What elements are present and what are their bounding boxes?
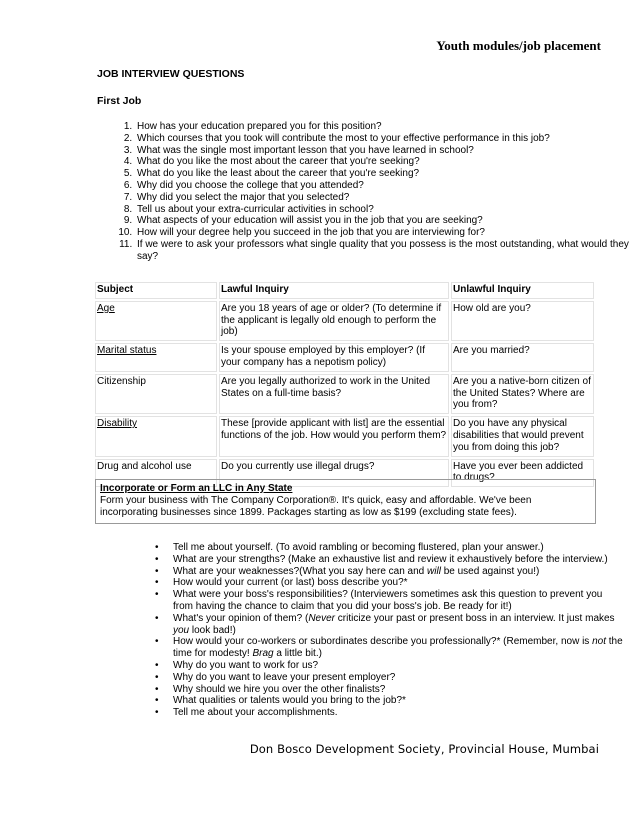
table-header-row [95,282,594,299]
page-header: Youth modules/job placement [436,38,601,53]
list-item: 2. Which courses that you took will contribute the most to your effective performance in this job? [135,133,638,145]
list-item [173,660,623,672]
tip-text: a little bit.) [273,648,322,660]
tip-text: Why do you want to leave your present employer? [173,671,396,683]
table-cell: Drug and alcohol use [95,459,217,488]
list-item: 6. Why did you choose the college that you attended? [135,180,638,192]
subject-link[interactable]: Disability [95,416,217,456]
tip-emphasis: Brag [252,648,274,660]
section-subtitle: First Job [97,95,142,107]
tip-text: How would your co-workers or subordinates describe you professionally?* (Remember, now is [173,636,593,648]
table-cell: How old are you? [451,301,594,341]
list-item: 7. Why did you select the major that you selected? [135,192,638,204]
column-header: Lawful Inquiry [219,282,449,299]
inquiry-table [93,280,596,489]
list-item: 11. If we were to ask your professors what single quality that you possess is the most outstanding, what would they say? [135,239,638,263]
tip-text: Why do you want to work for us? [173,659,319,671]
tip-emphasis: you [173,624,190,636]
tip-text: What qualities or talents would you bring to the job?* [173,695,406,707]
tip-text: Tell me about yourself. (To avoid rambling or becoming flustered, plan your answer.) [173,542,544,553]
list-item [173,707,623,719]
list-item: 1. How has your education prepared you for this position? [135,121,638,133]
tip-emphasis: will [427,565,441,577]
tip-text: look bad!) [189,624,236,636]
table-cell: Citizenship [95,374,217,414]
ad-text: Form your business with The Company Corporation®. It's quick, easy and affordable. We've been incorporating businesses since 1899. Packages starting as low as $199 (excluding state fees). [100,495,532,518]
table-cell: Are you legally authorized to work in the United States on a full-time basis? [219,374,449,414]
table-row [95,416,594,456]
page-footer: Don Bosco Development Society, Provincial House, Mumbai [249,742,599,756]
tip-text: What are your weaknesses?(What you say here can and [173,565,428,577]
table-cell: Are you 18 years of age or older? (To determine if the applicant is legally old enough to perform the job) [219,301,449,341]
list-item: 4. What do you like the most about the career that you're seeking? [135,156,638,168]
table-cell: Do you currently use illegal drugs? [219,459,449,488]
list-item: 5. What do you like the least about the career that you're seeking? [135,168,638,180]
subject-link[interactable]: Age [95,301,217,341]
tip-text: What are your strengths? (Make an exhaustive list and review it exhaustively before the interview.) [173,553,608,565]
column-header: Subject [95,282,217,299]
table-cell: Are you a native-born citizen of the United States? Where are you from? [451,374,594,414]
list-item [173,695,623,707]
table-cell: Have you ever been addicted to drugs? [451,459,594,488]
table-cell: Is your spouse employed by this employer? (If your company has a nepotism policy) [219,343,449,372]
tip-text: the time for modesty! [173,636,623,660]
list-item [173,542,623,554]
tip-emphasis: not [592,636,606,648]
list-item [173,589,623,613]
subject-link[interactable]: Marital status [95,343,217,372]
list-item: 9. What aspects of your education will assist you in the job that you are seeking? [135,215,638,227]
column-header: Unlawful Inquiry [451,282,594,299]
question-list [100,121,638,263]
list-item: 10. How will your degree help you succeed in the job that you are interviewing for? [135,227,638,239]
table-cell: Are you married? [451,343,594,372]
tip-text: be used against you!) [440,565,540,577]
table-row [95,374,594,414]
list-item [173,566,623,578]
list-item [173,672,623,684]
tips-list [155,542,623,719]
list-item: 8. Tell us about your extra-curricular activities in school? [135,204,638,216]
tip-text: How would your current (or last) boss describe you?* [173,577,408,589]
tip-text: What were your boss's responsibilities? (Interviewers sometimes ask this question to prevent you from having the chance to claim that you did your boss's job. Be ready for it!) [173,589,603,612]
list-item [173,577,623,589]
table-row [95,343,594,372]
list-item [173,636,623,660]
list-item [173,613,623,637]
list-item [173,684,623,696]
list-item: 3. What was the single most important lesson that you have learned in school? [135,145,638,157]
document-title: JOB INTERVIEW QUESTIONS [97,68,245,80]
table-cell: Do you have any physical disabilities that would prevent you from doing this job? [451,416,594,456]
tip-text: What's your opinion of them? ( [173,612,309,624]
table-row [95,301,594,341]
tip-emphasis: Never [308,612,335,624]
ad-title-link[interactable]: Incorporate or Form an LLC in Any State [100,483,293,494]
tip-text: Tell me about your accomplishments. [173,707,338,719]
ad-box[interactable] [95,479,596,524]
table-cell: These [provide applicant with list] are the essential functions of the job. How would you perform them? [219,416,449,456]
list-item [173,554,623,566]
tip-text: criticize your past or present boss in an interview. It just makes [335,612,615,624]
tip-text: Why should we hire you over the other finalists? [173,683,386,695]
